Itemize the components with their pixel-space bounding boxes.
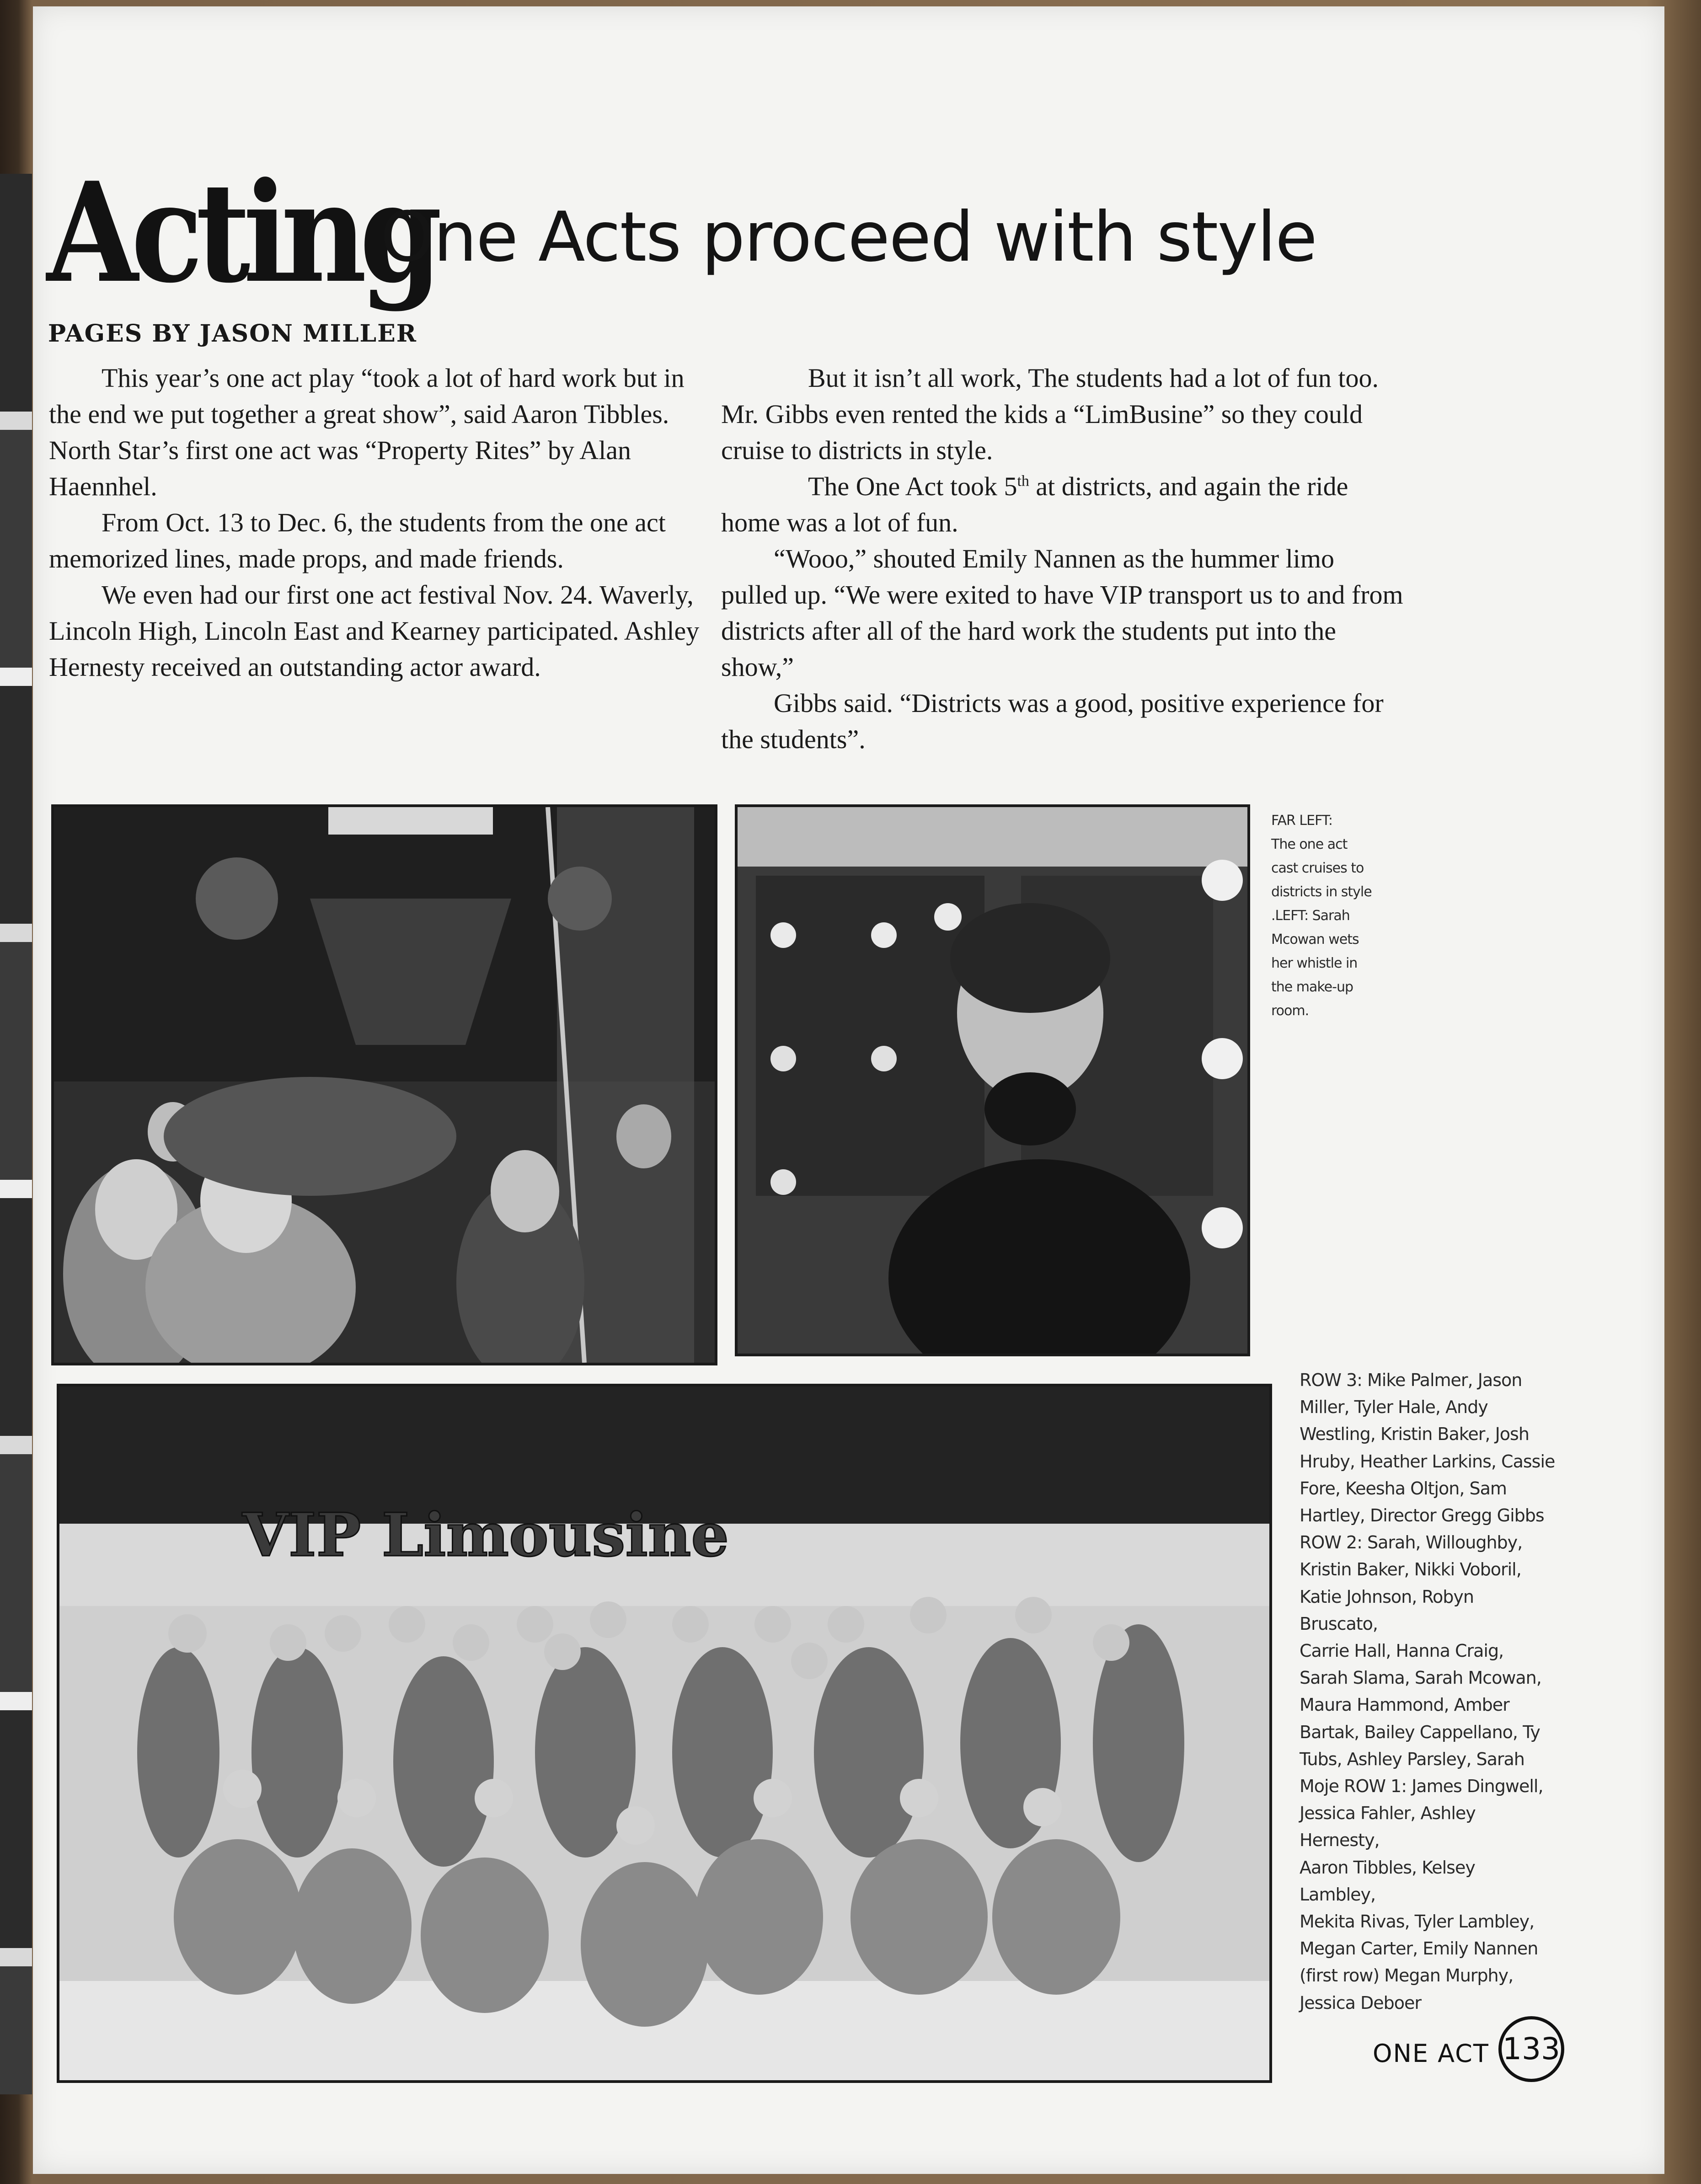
group-photo-caption: ROW 3: Mike Palmer, Jason Miller, Tyler Hale, Andy Westling, Kristin Baker, Josh Hruby, Heather Larkins, Cassie Fore, Keesha Oltjon, Sam Hartley, Director Gregg Gibbs ROW 2: Sarah, Willoughby, Kristin Baker, Nikki Voboril, Katie Johnson, Robyn Bruscato, Carrie Hall, Hanna Craig, Sarah Slama, Sarah Mcowan, Maura Hammond, Amber Bartak, Bailey Cappellano, Ty Tubs, Ashley Parsley, Sarah Moje ROW 1: James Dingwell, Jessica Fahler, Ashley Hernesty, Aaron Tibbles, Kelsey Lambley, Mekita Rivas, Tyler Lambley, Megan Carter, Emily Nannen (first row) Megan Murphy, Jessica Deboer	[1300, 1370, 1555, 2013]
section-footer-label: ONE ACT	[1373, 2039, 1489, 2068]
page-number: 133	[1498, 2016, 1564, 2082]
adjacent-page-edge	[0, 174, 32, 2094]
article-paragraph: Gibbs said. “Districts was a good, positive experience for the students”.	[721, 688, 1384, 754]
article-column-1	[49, 360, 717, 685]
limo-interior-photo	[51, 804, 717, 1365]
article-paragraph: From Oct. 13 to Dec. 6, the students from the one act memorized lines, made props, and made friends.	[49, 508, 666, 573]
article-paragraph: The One Act took 5th at districts, and again the ride home was a lot of fun.	[721, 471, 1348, 537]
limo-interior-image	[54, 807, 715, 1363]
group-photo-image	[59, 1386, 1269, 2080]
article-paragraph: But it isn’t all work, The students had a lot of fun too. Mr. Gibbs even rented the kids a “LimBusine” so they could cruise to districts in style.	[721, 363, 1379, 465]
photo-caption-top: FAR LEFT: The one act cast cruises to districts in style .LEFT: Sarah Mcowan wets her whistle in the make-up room.	[1271, 813, 1372, 1019]
makeup-room-image	[738, 807, 1247, 1354]
page-subtitle: One Acts proceed with style	[380, 198, 1317, 277]
page-title-acting: Acting	[47, 152, 435, 313]
byline: PAGES BY JASON MILLER	[48, 320, 417, 348]
article-paragraph: “Wooo,” shouted Emily Nannen as the hummer limo pulled up. “We were exited to have VIP transport us to and from districts after all of the hard work the students put into the show,”	[721, 544, 1403, 682]
makeup-room-photo	[735, 804, 1250, 1356]
yearbook-page	[33, 6, 1664, 2174]
article-paragraph: We even had our first one act festival Nov. 24. Waverly, Lincoln High, Lincoln East and Kearney participated. Ashley Hernesty received an outstanding actor award.	[49, 580, 700, 682]
group-photo	[57, 1384, 1272, 2083]
limo-sign-text: VIP Limousine	[242, 1500, 729, 1570]
article-paragraph: This year’s one act play “took a lot of hard work but in the end we put together a great show”, said Aaron Tibbles. North Star’s first one act was “Property Rites” by Alan Haennhel.	[49, 363, 685, 501]
article-column-2	[721, 360, 1405, 757]
